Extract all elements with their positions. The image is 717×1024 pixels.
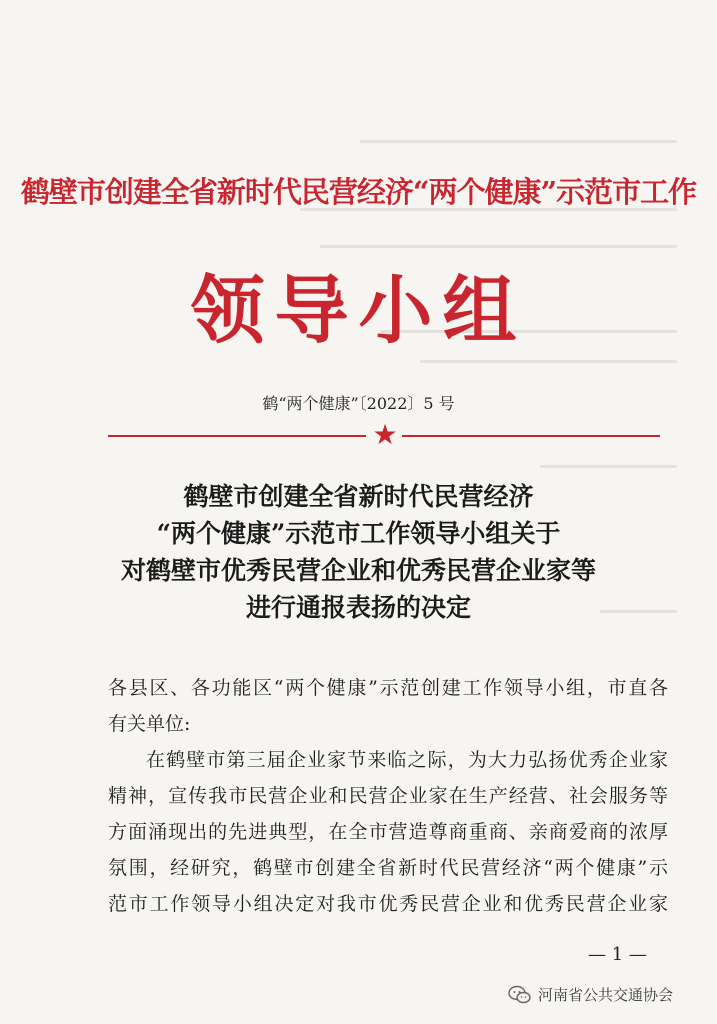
- addressee-line: 各县区、各功能区“两个健康”示范创建工作领导小组，市直各: [108, 677, 668, 699]
- red-separator-left: [108, 435, 366, 437]
- wechat-icon: [508, 985, 532, 1005]
- document-body: [108, 670, 668, 922]
- issuing-organization-group: 领导小组: [190, 268, 527, 354]
- watermark-text: 河南省公共交通协会: [538, 986, 674, 1004]
- bleed-through-line: [540, 465, 677, 468]
- title-line: 进行通报表扬的决定: [245, 593, 471, 622]
- red-separator-right: [402, 435, 660, 437]
- title-line: 鹤壁市创建全省新时代民营经济: [183, 482, 534, 511]
- bleed-through-line: [360, 140, 677, 143]
- title-line: “两个健康”示范市工作领导小组关于: [156, 519, 561, 548]
- bleed-through-line: [420, 360, 677, 363]
- body-paragraph: [108, 742, 668, 922]
- document-title: [0, 478, 717, 626]
- bleed-through-line: [320, 245, 677, 248]
- title-line: 对鹤壁市优秀民营企业和优秀民营企业家等: [120, 556, 596, 585]
- addressee-line: 有关单位:: [108, 713, 191, 735]
- body-line: 范市工作领导小组决定对我市优秀民营企业和优秀民营企业家: [108, 893, 668, 915]
- body-line: 方面涌现出的先进典型，在全市营造尊商重商、亲商爱商的浓厚: [108, 821, 668, 843]
- body-line: 精神，宣传我市民营企业和民营企业家在生产经营、社会服务等: [108, 785, 668, 807]
- page-number: — 1 —: [588, 944, 647, 965]
- body-line: 在鹤壁市第三届企业家节来临之际，为大力弘扬优秀企业家: [146, 749, 668, 771]
- document-number: 鹤“两个健康”〔2022〕5 号: [262, 394, 455, 413]
- star-icon: ★: [372, 418, 398, 451]
- source-watermark: [508, 984, 673, 1005]
- addressee: [108, 670, 668, 742]
- issuing-organization-title: 鹤壁市创建全省新时代民营经济“两个健康”示范市工作: [20, 175, 697, 209]
- body-line: 氛围，经研究，鹤壁市创建全省新时代民营经济“两个健康”示: [108, 857, 668, 879]
